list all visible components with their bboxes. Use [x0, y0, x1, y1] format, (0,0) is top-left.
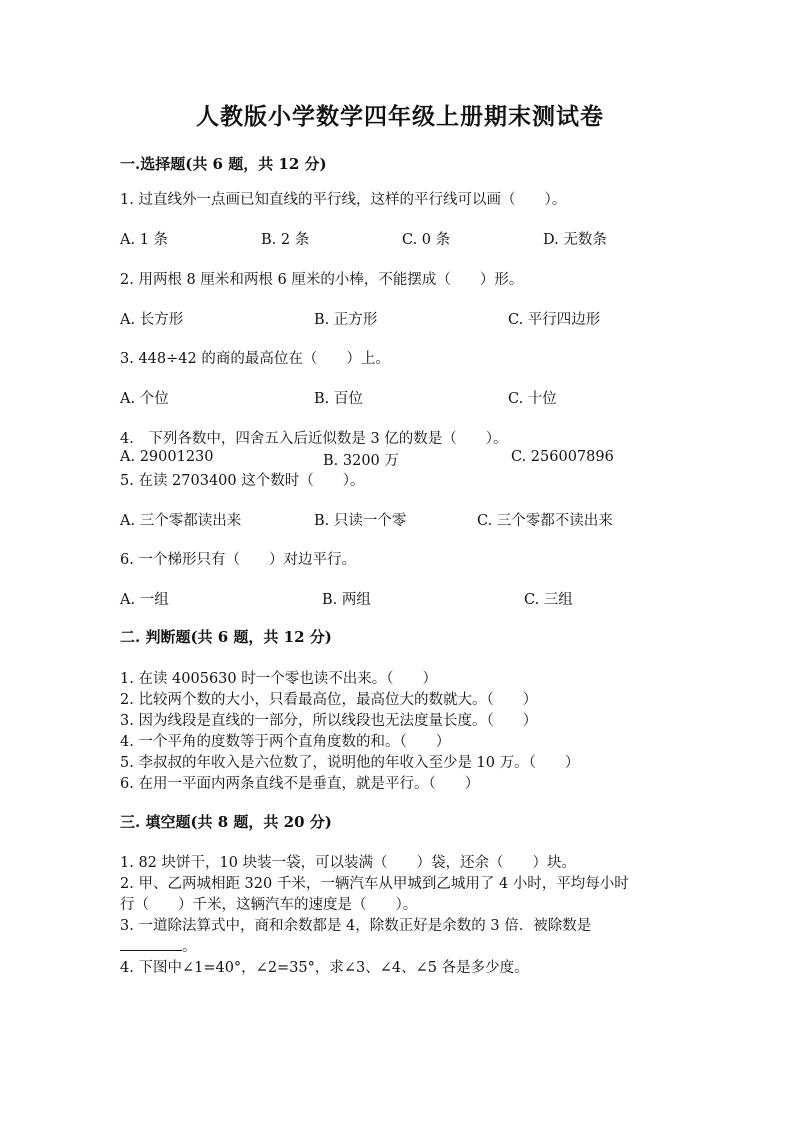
choice-q5-option-b: B. 只读一个零	[314, 513, 407, 529]
page-title: 人教版小学数学四年级上册期末测试卷	[196, 103, 604, 130]
fill-question-4: 4. 下图中∠1=40°，∠2=35°，求∠3、∠4、∠5 各是多少度。	[120, 960, 529, 976]
choice-q2-option-a: A. 长方形	[120, 312, 184, 328]
fill-question-2-line-2: 行（ ）千米，这辆汽车的速度是（ ）。	[120, 897, 418, 913]
fill-question-1: 1. 82 块饼干，10 块装一袋，可以装满（ ）袋，还余（ ）块。	[120, 855, 577, 871]
fill-q3-period: 。	[182, 939, 197, 955]
choice-q5-option-c: C. 三个零都不读出来	[477, 513, 613, 529]
choice-q4-option-c: C. 256007896	[511, 449, 614, 465]
choice-q2-option-b: B. 正方形	[314, 312, 378, 328]
choice-q1-option-b: B. 2 条	[261, 232, 310, 248]
choice-q4-option-a: A. 29001230	[120, 449, 214, 465]
choice-q6-option-a: A. 一组	[120, 592, 169, 608]
choice-q2-option-c: C. 平行四边形	[508, 312, 601, 328]
choice-q6-option-b: B. 两组	[322, 592, 371, 608]
fill-question-3-line-1: 3. 一道除法算式中，商和余数都是 4，除数正好是余数的 3 倍．被除数是	[120, 918, 592, 934]
choice-question-1: 1. 过直线外一点画已知直线的平行线，这样的平行线可以画（ ）。	[120, 192, 567, 208]
choice-question-4: 4. 下列各数中，四舍五入后近似数是 3 亿的数是（ ）。	[120, 431, 508, 447]
choice-q3-option-a: A. 个位	[120, 391, 169, 407]
choice-question-5: 5. 在读 2703400 这个数时（ ）。	[120, 473, 365, 489]
fill-question-2-line-1: 2. 甲、乙两城相距 320 千米，一辆汽车从甲城到乙城用了 4 小时，平均每小时	[120, 876, 629, 892]
choice-q1-option-a: A. 1 条	[120, 232, 169, 248]
choice-q5-option-a: A. 三个零都读出来	[120, 513, 242, 529]
choice-question-2: 2. 用两根 8 厘米和两根 6 厘米的小棒，不能摆成（ ）形。	[120, 272, 524, 288]
section-choice-heading: 一.选择题(共 6 题，共 12 分)	[120, 155, 327, 173]
choice-question-6: 6. 一个梯形只有（ ）对边平行。	[120, 552, 356, 568]
choice-q3-option-b: B. 百位	[314, 391, 363, 407]
choice-q1-option-c: C. 0 条	[402, 232, 451, 248]
section-judge-heading: 二. 判断题(共 6 题，共 12 分)	[120, 628, 332, 646]
judge-item-5: 5. 李叔叔的年收入是六位数了，说明他的年收入至少是 10 万。（ ）	[120, 755, 580, 771]
choice-q3-option-c: C. 十位	[508, 391, 557, 407]
judge-item-1: 1. 在读 4005630 时一个零也读不出来。（ ）	[120, 671, 437, 687]
choice-q1-option-d: D. 无数条	[543, 232, 607, 248]
fill-question-3-line-2	[120, 935, 197, 956]
judge-item-2: 2. 比较两个数的大小，只看最高位，最高位大的数就大。（ ）	[120, 692, 538, 708]
answer-blank[interactable]	[120, 940, 182, 951]
choice-question-3: 3. 448÷42 的商的最高位在（ ）上。	[120, 351, 390, 367]
section-fill-heading: 三. 填空题(共 8 题，共 20 分)	[120, 813, 332, 831]
judge-item-4: 4. 一个平角的度数等于两个直角度数的和。（ ）	[120, 734, 451, 750]
choice-q6-option-c: C. 三组	[524, 592, 573, 608]
choice-q4-option-b: B. 3200 万	[323, 453, 399, 469]
judge-item-3: 3. 因为线段是直线的一部分，所以线段也无法度量长度。（ ）	[120, 713, 538, 729]
judge-item-6: 6. 在用一平面内两条直线不是垂直，就是平行。（ ）	[120, 776, 480, 792]
